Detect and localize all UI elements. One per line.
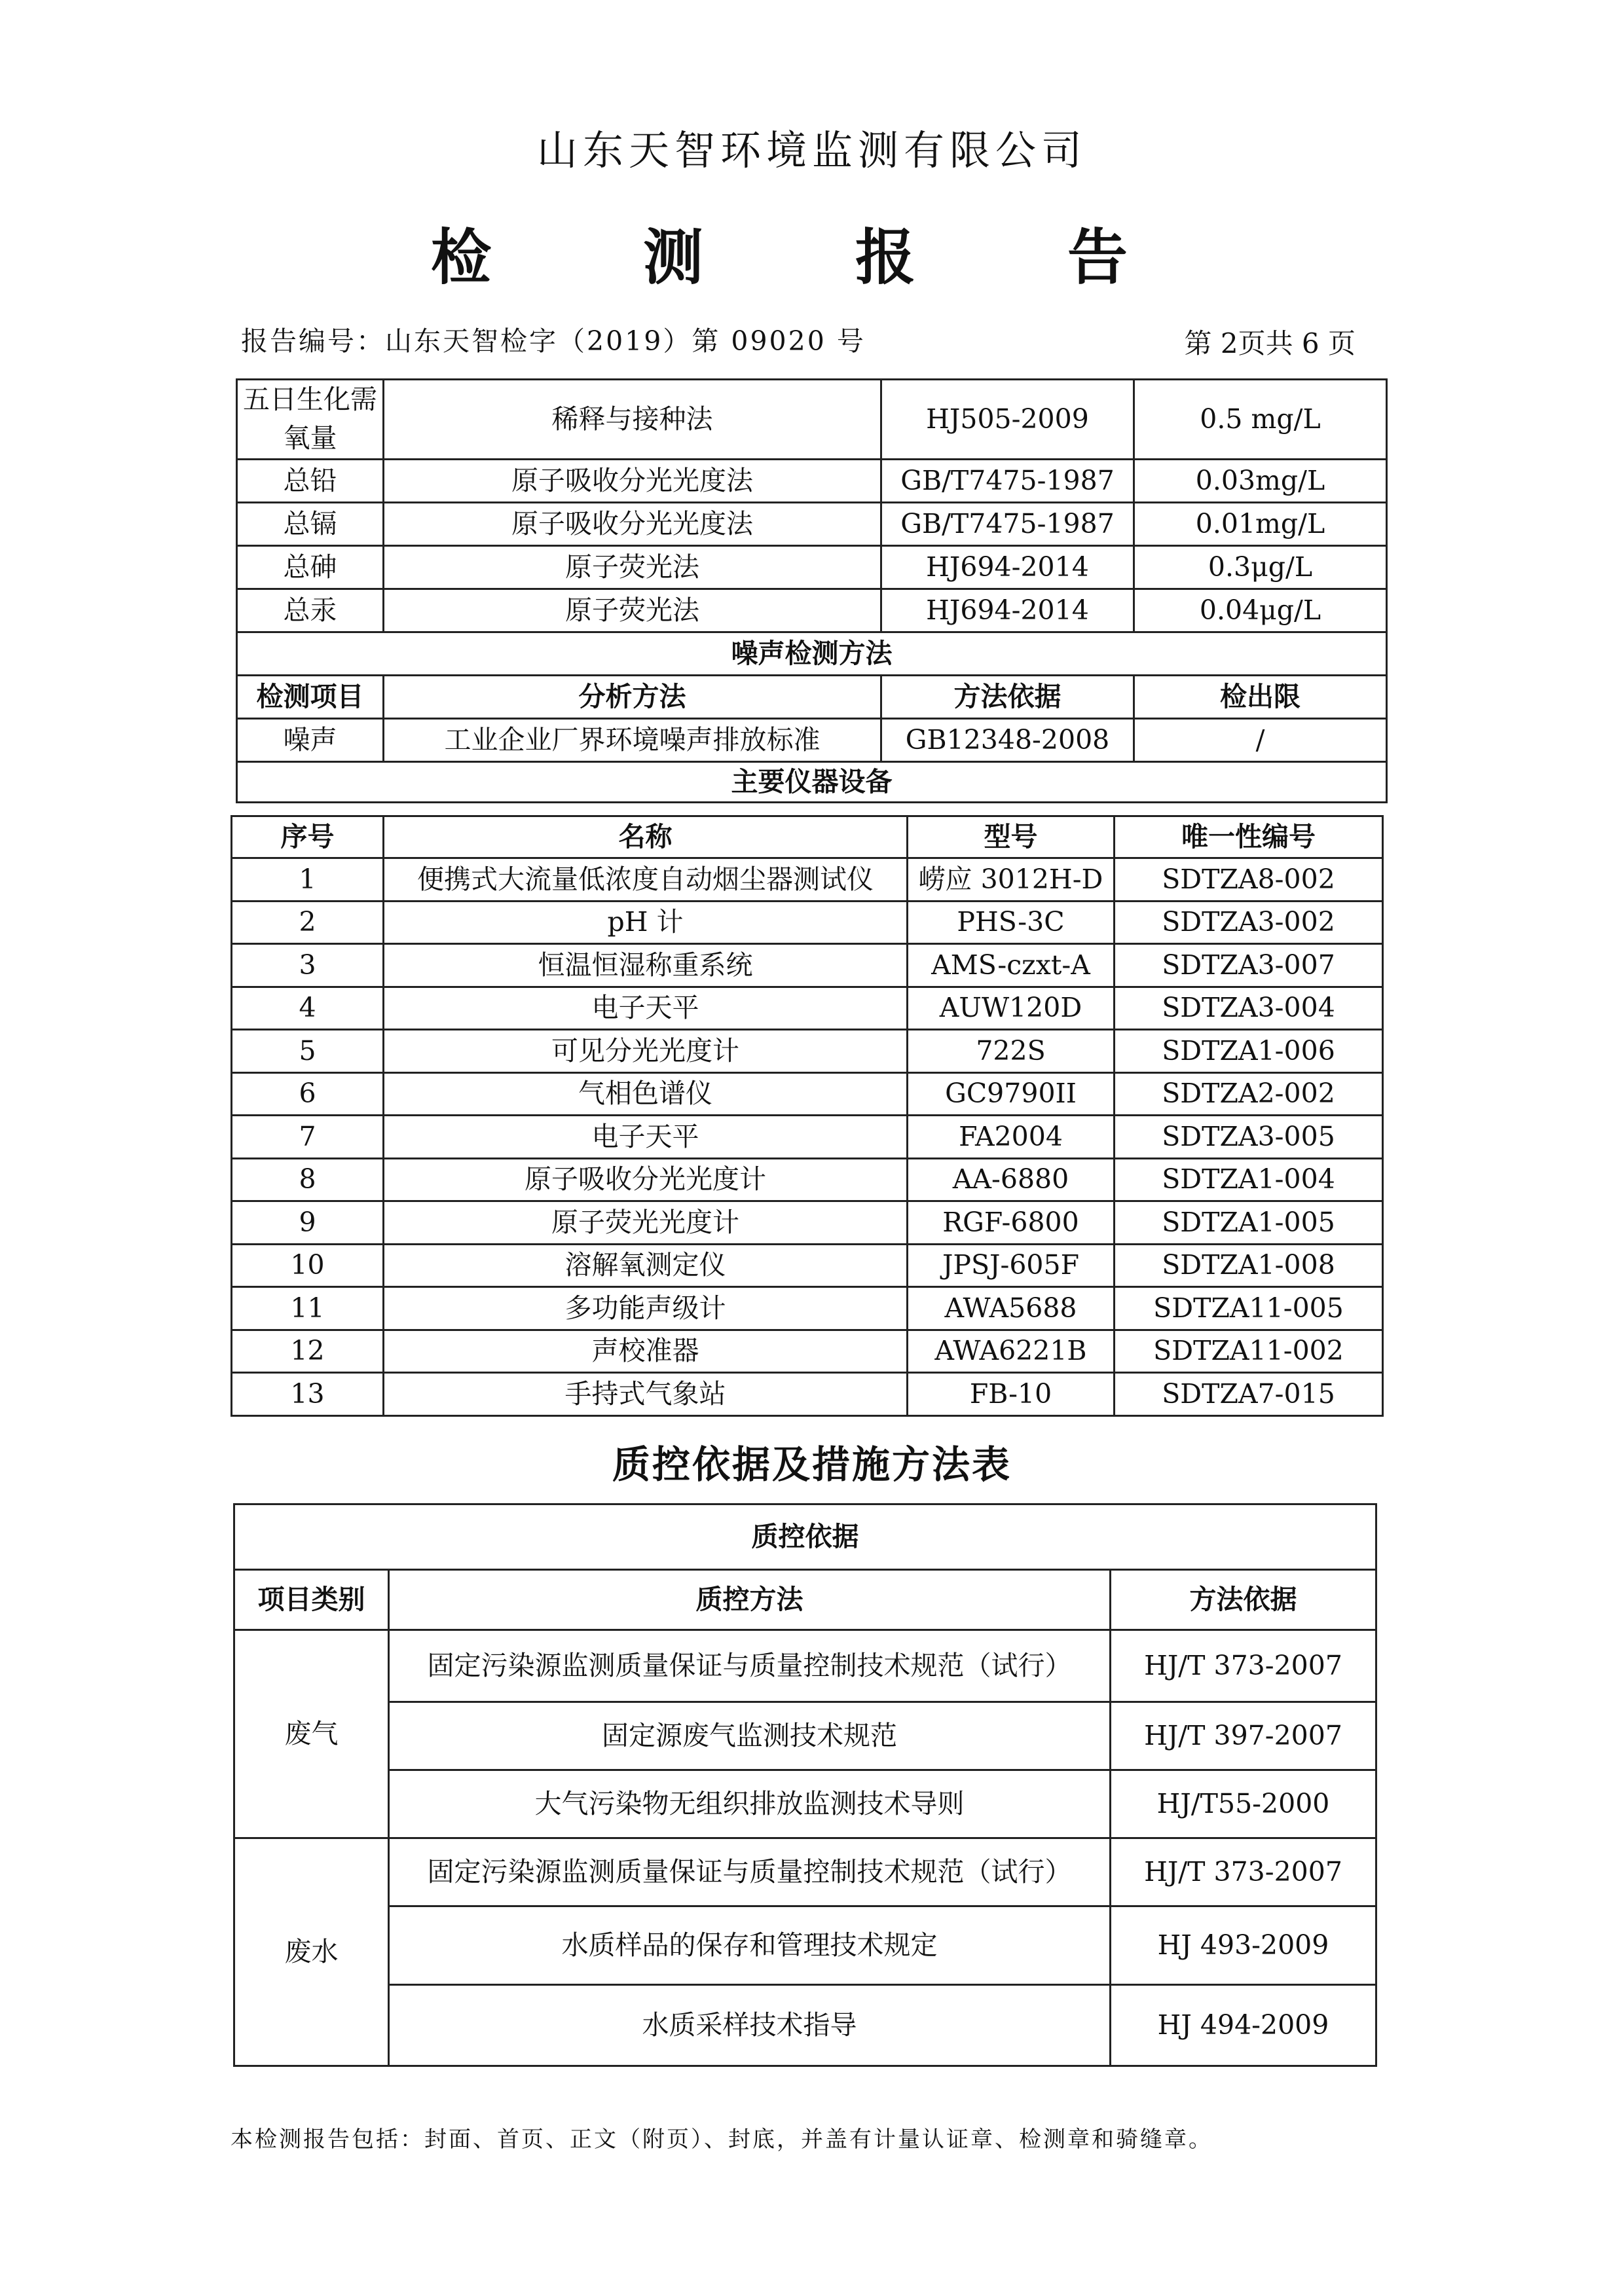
method-row	[237, 545, 1387, 589]
qc-method-cell: 大气污染物无组织排放监测技术导则	[389, 1770, 1111, 1838]
header-row	[234, 1570, 1376, 1630]
noise-cell: 工业企业厂界环境噪声排放标准	[384, 718, 881, 761]
noise-section-title: 噪声检测方法	[237, 632, 1387, 675]
noise-cell: /	[1134, 718, 1387, 761]
model-cell: RGF-6800	[908, 1201, 1115, 1245]
id-cell: SDTZA3-005	[1115, 1116, 1383, 1159]
basis-cell: HJ505-2009	[881, 380, 1134, 460]
seq-cell: 2	[232, 901, 384, 944]
name-cell: 气相色谱仪	[384, 1072, 908, 1116]
name-cell: 声校准器	[384, 1330, 908, 1373]
equipment-row	[232, 944, 1383, 987]
qc-basis-cell: HJ/T 373-2007	[1111, 1838, 1376, 1906]
seq-cell: 9	[232, 1201, 384, 1245]
report-number: 报告编号：山东天智检字（2019）第 09020 号	[241, 325, 866, 357]
id-cell: SDTZA8-002	[1115, 858, 1383, 902]
item-cell: 总砷	[237, 545, 384, 589]
column-header: 方法依据	[1111, 1570, 1376, 1630]
limit-cell: 0.03mg/L	[1134, 459, 1387, 502]
name-cell: pH 计	[384, 901, 908, 944]
qc-method-cell: 水质样品的保存和管理技术规定	[389, 1906, 1111, 1985]
qc-basis-cell: HJ/T 373-2007	[1111, 1630, 1376, 1702]
column-header: 序号	[232, 816, 384, 858]
basis-cell: GB/T7475-1987	[881, 459, 1134, 502]
seq-cell: 3	[232, 944, 384, 987]
equipment-row	[232, 1330, 1383, 1373]
model-cell: AUW120D	[908, 987, 1115, 1030]
limit-cell: 0.5 mg/L	[1134, 380, 1387, 460]
equipment-row	[232, 1158, 1383, 1201]
name-cell: 可见分光光度计	[384, 1030, 908, 1073]
qc-method-cell: 固定源废气监测技术规范	[389, 1702, 1111, 1770]
qc-row	[234, 1906, 1376, 1985]
header-row	[237, 675, 1387, 718]
name-cell: 恒温恒湿称重系统	[384, 944, 908, 987]
seq-cell: 10	[232, 1244, 384, 1287]
column-header: 方法依据	[881, 675, 1134, 718]
model-cell: PHS-3C	[908, 901, 1115, 944]
equipment-row	[232, 901, 1383, 944]
id-cell: SDTZA3-004	[1115, 987, 1383, 1030]
header-row	[232, 816, 1383, 858]
id-cell: SDTZA11-005	[1115, 1287, 1383, 1330]
qc-basis-cell: HJ/T55-2000	[1111, 1770, 1376, 1838]
column-header: 项目类别	[234, 1570, 389, 1630]
equipment-row	[232, 1373, 1383, 1416]
equipment-row	[232, 1030, 1383, 1073]
qc-row	[234, 1702, 1376, 1770]
page-indicator: 第 2页共 6 页	[1184, 327, 1356, 359]
basis-cell: HJ694-2014	[881, 589, 1134, 632]
qc-basis-cell: HJ 493-2009	[1111, 1906, 1376, 1985]
category-cell: 废水	[234, 1838, 389, 2066]
qc-row	[234, 1985, 1376, 2066]
seq-cell: 12	[232, 1330, 384, 1373]
qc-row	[234, 1630, 1376, 1702]
name-cell: 电子天平	[384, 987, 908, 1030]
equipment-table	[231, 815, 1384, 1417]
qc-row	[234, 1838, 1376, 1906]
method-row	[237, 589, 1387, 632]
item-cell: 总铅	[237, 459, 384, 502]
qc-section-title: 质控依据	[234, 1504, 1376, 1570]
qc-method-cell: 水质采样技术指导	[389, 1985, 1111, 2066]
method-cell: 稀释与接种法	[384, 380, 881, 460]
noise-row	[237, 718, 1387, 761]
method-cell: 原子荧光法	[384, 589, 881, 632]
model-cell: FA2004	[908, 1116, 1115, 1159]
limit-cell: 0.01mg/L	[1134, 502, 1387, 545]
name-cell: 电子天平	[384, 1116, 908, 1159]
id-cell: SDTZA11-002	[1115, 1330, 1383, 1373]
qc-method-cell: 固定污染源监测质量保证与质量控制技术规范（试行）	[389, 1838, 1111, 1906]
method-cell: 原子荧光法	[384, 545, 881, 589]
model-cell: JPSJ-605F	[908, 1244, 1115, 1287]
equipment-row	[232, 1116, 1383, 1159]
name-cell: 多功能声级计	[384, 1287, 908, 1330]
limit-cell: 0.04μg/L	[1134, 589, 1387, 632]
category-cell: 废气	[234, 1630, 389, 1838]
column-header: 型号	[908, 816, 1115, 858]
qc-method-cell: 固定污染源监测质量保证与质量控制技术规范（试行）	[389, 1630, 1111, 1702]
equipment-row	[232, 987, 1383, 1030]
limit-cell: 0.3μg/L	[1134, 545, 1387, 589]
method-row	[237, 459, 1387, 502]
seq-cell: 7	[232, 1116, 384, 1159]
model-cell: AMS-czxt-A	[908, 944, 1115, 987]
equipment-section-title: 主要仪器设备	[237, 761, 1387, 802]
name-cell: 便携式大流量低浓度自动烟尘器测试仪	[384, 858, 908, 902]
qc-row	[234, 1770, 1376, 1838]
seq-cell: 5	[232, 1030, 384, 1073]
seq-cell: 4	[232, 987, 384, 1030]
seq-cell: 8	[232, 1158, 384, 1201]
seq-cell: 6	[232, 1072, 384, 1116]
equipment-row	[232, 1287, 1383, 1330]
report-title: 检 测 报 告	[430, 222, 1194, 293]
noise-cell: 噪声	[237, 718, 384, 761]
model-cell: GC9790II	[908, 1072, 1115, 1116]
footer-note: 本检测报告包括：封面、首页、正文（附页）、封底，并盖有计量认证章、检测章和骑缝章。	[231, 2126, 1213, 2153]
equipment-row	[232, 858, 1383, 902]
model-cell: AWA6221B	[908, 1330, 1115, 1373]
model-cell: AA-6880	[908, 1158, 1115, 1201]
column-header: 唯一性编号	[1115, 816, 1383, 858]
id-cell: SDTZA1-006	[1115, 1030, 1383, 1073]
methods-table	[236, 378, 1388, 803]
method-row	[237, 380, 1387, 460]
id-cell: SDTZA2-002	[1115, 1072, 1383, 1116]
equipment-row	[232, 1072, 1383, 1116]
item-cell: 五日生化需氧量	[237, 380, 384, 460]
column-header: 分析方法	[384, 675, 881, 718]
equipment-row	[232, 1244, 1383, 1287]
id-cell: SDTZA3-002	[1115, 901, 1383, 944]
qc-basis-cell: HJ/T 397-2007	[1111, 1702, 1376, 1770]
model-cell: 崂应 3012H-D	[908, 858, 1115, 902]
name-cell: 原子荧光光度计	[384, 1201, 908, 1245]
noise-cell: GB12348-2008	[881, 718, 1134, 761]
seq-cell: 1	[232, 858, 384, 902]
id-cell: SDTZA1-004	[1115, 1158, 1383, 1201]
qc-title: 质控依据及措施方法表	[612, 1442, 1012, 1487]
qc-basis-cell: HJ 494-2009	[1111, 1985, 1376, 2066]
model-cell: FB-10	[908, 1373, 1115, 1416]
method-cell: 原子吸收分光光度法	[384, 502, 881, 545]
basis-cell: GB/T7475-1987	[881, 502, 1134, 545]
item-cell: 总镉	[237, 502, 384, 545]
equipment-row	[232, 1201, 1383, 1245]
qc-table	[233, 1503, 1377, 2067]
company-name: 山东天智环境监测有限公司	[536, 126, 1087, 174]
id-cell: SDTZA3-007	[1115, 944, 1383, 987]
id-cell: SDTZA1-008	[1115, 1244, 1383, 1287]
id-cell: SDTZA7-015	[1115, 1373, 1383, 1416]
name-cell: 溶解氧测定仪	[384, 1244, 908, 1287]
column-header: 质控方法	[389, 1570, 1111, 1630]
item-cell: 总汞	[237, 589, 384, 632]
seq-cell: 11	[232, 1287, 384, 1330]
seq-cell: 13	[232, 1373, 384, 1416]
section-row	[237, 761, 1387, 802]
column-header: 名称	[384, 816, 908, 858]
model-cell: AWA5688	[908, 1287, 1115, 1330]
name-cell: 原子吸收分光光度计	[384, 1158, 908, 1201]
method-cell: 原子吸收分光光度法	[384, 459, 881, 502]
section-row	[237, 632, 1387, 675]
basis-cell: HJ694-2014	[881, 545, 1134, 589]
method-row	[237, 502, 1387, 545]
column-header: 检测项目	[237, 675, 384, 718]
section-row	[234, 1504, 1376, 1570]
column-header: 检出限	[1134, 675, 1387, 718]
id-cell: SDTZA1-005	[1115, 1201, 1383, 1245]
model-cell: 722S	[908, 1030, 1115, 1073]
name-cell: 手持式气象站	[384, 1373, 908, 1416]
